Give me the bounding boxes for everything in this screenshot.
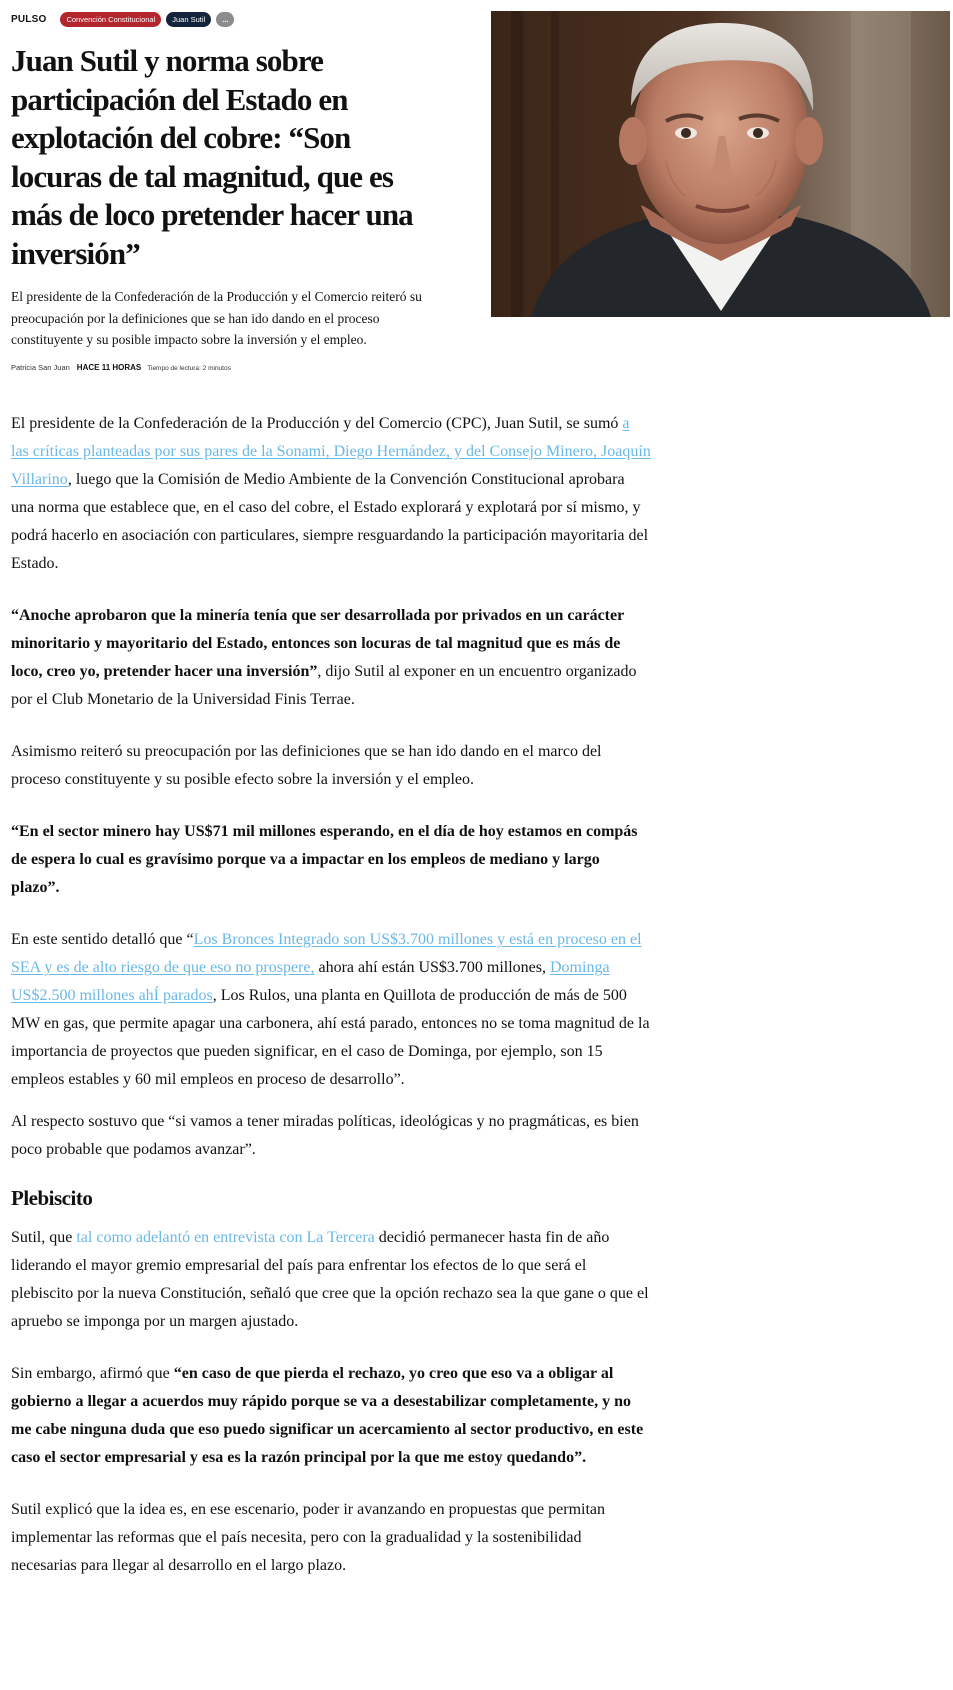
paragraph-7-text-a: Sutil, que xyxy=(11,1229,77,1246)
hero-photo xyxy=(491,11,950,317)
article-header xyxy=(11,10,431,372)
page-title: Juan Sutil y norma sobre participación del Estado en explotación del cobre: “Son locuras de tal magnitud, que es más de loco pretender hacer una inversión” xyxy=(11,43,413,271)
paragraph-6: Al respecto sostuvo que “si vamos a tener miradas políticas, ideológicas y no pragmáticas, es bien poco probable que podamos avanzar”. xyxy=(11,1113,639,1158)
paragraph-1-text-a: El presidente de la Confederación de la Producción y del Comercio (CPC), Juan Sutil, se sumó xyxy=(11,415,623,432)
paragraph-7-text-b: decidió permanecer hasta fin de año liderando el mayor gremio empresarial del país para enfrentar los efectos de lo que será el plebiscito por la nueva Constitución, señaló que cree que la opción rechazo sea la que gane o que el apruebo se imponga por un margen ajustado. xyxy=(11,1229,649,1330)
paragraph-9: Sutil explicó que la idea es, en ese escenario, poder ir avanzando en propuestas que permitan implementar las reformas que el país necesita, pero con la gradualidad y la sostenibilidad necesarias para llegar al desarrollo en el largo plazo. xyxy=(11,1501,605,1574)
publish-time: HACE 11 HORAS xyxy=(76,362,142,372)
link-entrevista-la-tercera[interactable]: tal como adelantó en entrevista con La Tercera xyxy=(76,1229,375,1246)
byline xyxy=(11,363,431,372)
paragraph-5-text-c: , Los Rulos, una planta en Quillota de producción de más de 500 MW en gas, que permite apagar una carbonera, ahí está parado, entonces no se toma magnitud de la importancia de proyectos que pueden significar, en el caso de Dominga, por ejemplo, son 15 empleos estables y 60 mil empleos en proceso de desarrollo”. xyxy=(11,987,650,1088)
quote-mineria: “Anoche aprobaron que la minería tenía que ser desarrollada por privados en un carácter minoritario y mayoritario del Estado, entonces son locuras de tal magnitud que es más de loco, creo yo, pretender hacer una inversión” xyxy=(11,607,624,680)
quote-sector-minero: “En el sector minero hay US$71 mil millones esperando, en el día de hoy estamos en compás de espera lo cual es gravísimo porque va a impactar en los empleos de mediano y largo plazo”. xyxy=(11,823,638,896)
section-label[interactable]: PULSO xyxy=(11,13,47,25)
tag-convencion-constitucional[interactable]: Convención Constitucional xyxy=(60,12,161,27)
paragraph-4 xyxy=(11,818,651,902)
quote-rechazo: “en caso de que pierda el rechazo, yo creo que eso va a obligar al gobierno a llegar a acuerdos muy rápido porque se va a desestabilizar completamente, y no me cabe ninguna duda que eso puedo significar un acercamiento al sector productivo, en este caso el sector empresarial y esa es la razón principal por la que me estoy quedando”. xyxy=(11,1365,644,1466)
link-criticas-sonami-consejo-minero[interactable]: a las críticas planteadas por sus pares de la Sonami, Diego Hernández, y del Consejo Minero, Joaquín Villarino xyxy=(11,415,651,488)
paragraph-2-text: , dijo Sutil al exponer en un encuentro organizado por el Club Monetario de la Universidad Finis Terrae. xyxy=(11,663,637,708)
paragraph-2 xyxy=(11,602,651,714)
paragraph-5 xyxy=(11,926,651,1094)
subhead-plebiscito: Plebiscito xyxy=(11,1186,93,1210)
paragraph-7 xyxy=(11,1224,651,1336)
paragraph-1 xyxy=(11,410,651,578)
paragraph-1-text-b: , luego que la Comisión de Medio Ambiente de la Convención Constitucional aprobara una norma que establece que, en el caso del cobre, el Estado explorará y explotará por sí mismo, y podrá hacerlo en asociación con particulares, siempre resguardando la participación mayoritaria del Estado. xyxy=(11,471,649,572)
paragraph-3: Asimismo reiteró su preocupación por las definiciones que se han ido dando en el marco del proceso constituyente y su posible efecto sobre la inversión y el empleo. xyxy=(11,743,602,788)
paragraph-8 xyxy=(11,1360,651,1472)
link-los-bronces[interactable]: Los Bronces Integrado son US$3.700 millones y está en proceso en el SEA y es de alto riesgo de que eso no prospere, xyxy=(11,931,642,976)
author-name[interactable]: Patricia San Juan xyxy=(11,362,70,372)
article-body xyxy=(11,410,651,1580)
paragraph-5-text-b: ahora ahí están US$3.700 millones, xyxy=(314,959,550,976)
portrait-image xyxy=(491,11,950,317)
article-deck: El presidente de la Confederación de la Producción y el Comercio reiteró su preocupación por la definiciones que se han ido dando en el proceso constituyente y su posible impacto sobre la inversión y el empleo. xyxy=(11,289,422,347)
tag-juan-sutil[interactable]: Juan Sutil xyxy=(166,12,211,27)
tag-bar xyxy=(11,10,431,28)
reading-time: Tiempo de lectura: 2 minutos xyxy=(147,364,231,372)
paragraph-8-text-a: Sin embargo, afirmó que xyxy=(11,1365,174,1382)
paragraph-5-text-a: En este sentido detalló que “ xyxy=(11,931,194,948)
link-dominga[interactable]: Dominga US$2.500 millones ahÍ parados xyxy=(11,959,610,1004)
more-tags-button[interactable]: ... xyxy=(216,12,234,27)
